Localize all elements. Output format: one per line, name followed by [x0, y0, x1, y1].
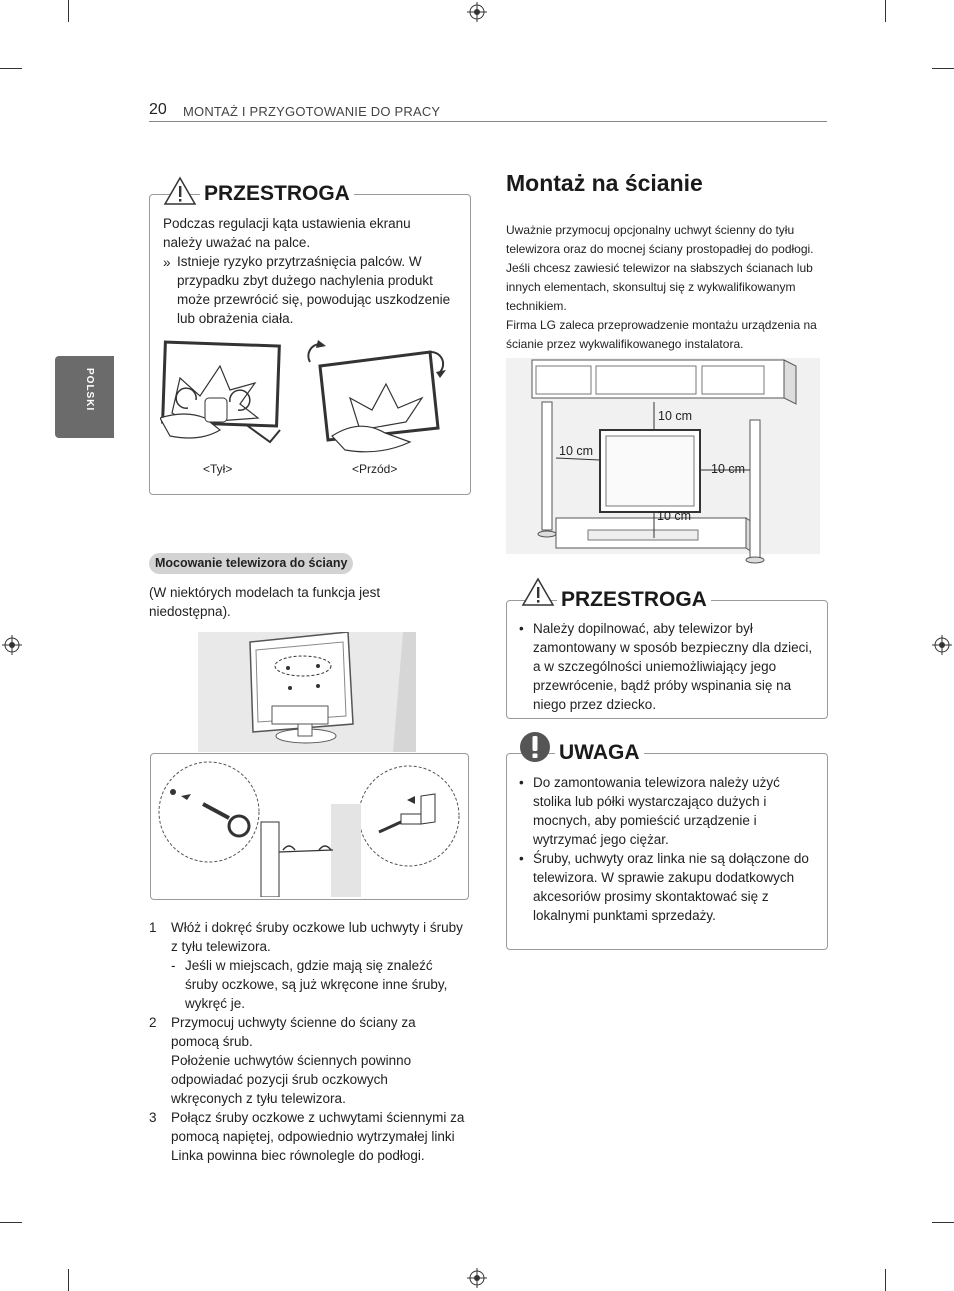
caption-back: <Tył> — [203, 462, 233, 476]
dimension-bottom: 10 cm — [657, 509, 692, 523]
section-label-pill: Mocowanie telewizora do ściany — [149, 553, 353, 574]
dimension-top: 10 cm — [658, 409, 693, 423]
crop-mark — [932, 68, 954, 69]
step-subtext: Jeśli w miejscach, gdzie mają się znaleźć śruby oczkowe, są już wkręcone inne śruby, wykręć je. — [185, 958, 448, 1011]
wall-clearance-illustration — [506, 358, 822, 568]
availability-note: (W niektórych modelach ta funkcja jest niedostępna). — [149, 585, 381, 619]
tv-back-illustration — [198, 632, 416, 752]
caution-title-left: PRZESTROGA — [200, 182, 354, 206]
caution-bullet: Istnieje ryzyko przytrzaśnięcia palców. W przypadku zbyt dużego nachylenia produkt może przewrócić się, powodując uszkodzenie lub obrażenia ciała. — [177, 254, 451, 326]
wall-mount-title: Montaż na ścianie — [506, 170, 703, 196]
registration-mark-icon — [2, 635, 22, 655]
bracket-detail-illustration — [151, 754, 466, 897]
crop-mark — [68, 1269, 69, 1291]
exclamation-circle-icon — [518, 730, 552, 764]
warning-triangle-icon — [163, 176, 197, 206]
caution-bullets-right — [519, 619, 815, 714]
registration-mark-icon — [467, 1268, 487, 1288]
note-bullet-item: • Do zamontowania telewizora należy użyć stolika lub półki wystarczająco dużych i mocnych, aby pomieścić urządzenie i wytrzymać jego ciężar. — [519, 773, 809, 849]
wall-mount-para1: Uważnie przymocuj opcjonalny uchwyt ścienny do tyłu telewizora oraz do mocnej ściany prostopadłej do podłogi. Jeśli chcesz zawiesić telewizor na słabszych ścianach lub innych elementach, skonsultuj się z wykwalifikowanym technikiem. — [506, 223, 814, 313]
language-tab-label: POLSKI — [84, 368, 95, 412]
dimension-right: 10 cm — [711, 462, 746, 476]
step-extra: Położenie uchwytów ściennych powinno odpowiadać pozycji śrub oczkowych wkręconych z tyłu telewizora. — [171, 1053, 412, 1106]
step-item — [149, 1013, 471, 1108]
note-title: UWAGA — [555, 741, 644, 765]
step-item — [149, 918, 471, 1013]
step-number: 3 — [149, 1110, 157, 1125]
caution-bullet-item: • Należy dopilnować, aby telewizor był zamontowany w sposób bezpieczny dla dzieci, a w szczególności uniemożliwiający jego przewrócenie, bądź próby wspinania się na niego przez dziecko. — [519, 619, 815, 714]
page-number: 20 — [149, 101, 167, 118]
step-text: Połącz śruby oczkowe z uchwytami ściennymi za pomocą napiętej, odpowiednio wytrzymałej linki Linka powinna biec równolegle do podłogi. — [171, 1110, 465, 1163]
warning-triangle-icon — [521, 577, 555, 607]
step-subitem — [171, 956, 471, 1013]
wall-mount-para2: Firma LG zaleca przeprowadzenie montażu urządzenia na ścianie przez wykwalifikowanego instalatora. — [506, 318, 817, 351]
crop-mark — [68, 0, 69, 22]
step-item — [149, 1108, 471, 1165]
caution-title-right: PRZESTROGA — [557, 588, 711, 612]
registration-mark-icon — [932, 635, 952, 655]
language-tab — [55, 356, 114, 438]
finger-pinch-illustration — [160, 338, 460, 463]
step-number: 1 — [149, 920, 157, 935]
header-divider — [149, 121, 827, 122]
caption-front: <Przód> — [352, 462, 398, 476]
bullet-marker: » — [163, 255, 171, 270]
step-number: 2 — [149, 1015, 157, 1030]
crop-mark — [932, 1222, 954, 1223]
caution-intro: Podczas regulacji kąta ustawienia ekranu należy uważać na palce. — [163, 216, 411, 250]
crop-mark — [0, 68, 22, 69]
note-bullet-item: • Śruby, uchwyty oraz linka nie są dołączone do telewizora. W sprawie zakupu dodatkowych akcesoriów prosimy skontaktować się z lokalnymi punktami sprzedaży. — [519, 849, 809, 925]
step-text: Przymocuj uchwyty ścienne do ściany za pomocą śrub. — [171, 1015, 416, 1049]
note-bullets — [519, 773, 809, 925]
crop-mark — [885, 1269, 886, 1291]
steps-list — [149, 918, 471, 1165]
dimension-left: 10 cm — [559, 444, 594, 458]
registration-mark-icon — [467, 2, 487, 22]
step-text: Włóż i dokręć śruby oczkowe lub uchwyty i śruby z tyłu telewizora. — [171, 920, 463, 954]
sub-marker: - — [171, 958, 176, 973]
crop-mark — [885, 0, 886, 22]
crop-mark — [0, 1222, 22, 1223]
section-title: MONTAŻ I PRZYGOTOWANIE DO PRACY — [183, 104, 441, 119]
